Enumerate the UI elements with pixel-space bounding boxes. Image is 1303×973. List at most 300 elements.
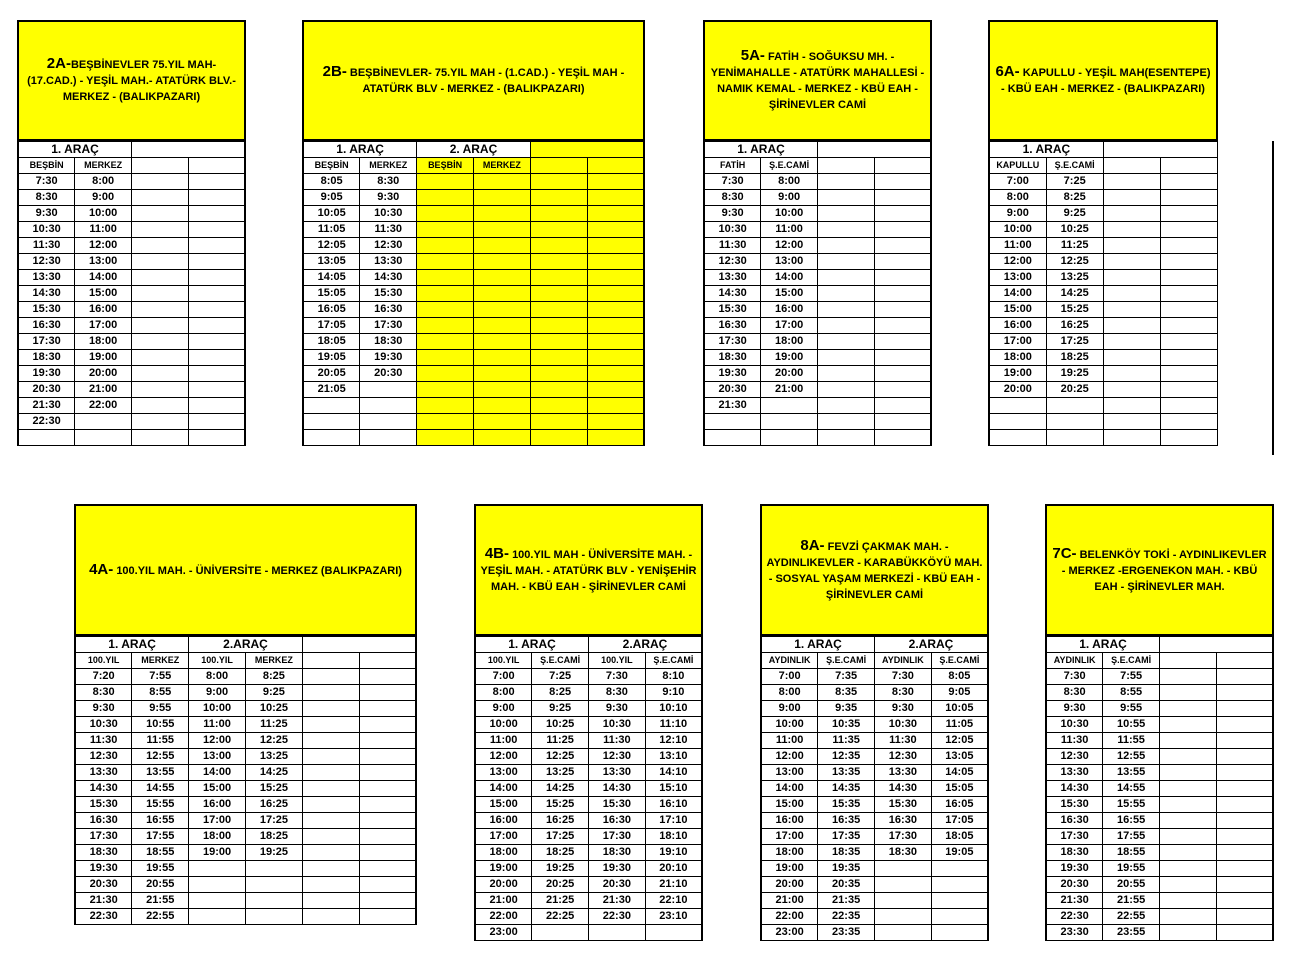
time-cell: 20:05 [303,366,360,382]
time-cell [132,382,189,398]
table-row [475,909,702,925]
table-row [761,781,988,797]
time-cell: 18:25 [1046,350,1103,366]
time-cell [1160,701,1217,717]
time-cell [1046,414,1103,430]
time-cell [1103,398,1160,414]
time-cell: 11:25 [1046,238,1103,254]
time-cell [530,350,587,366]
vehicle-group-row [18,142,245,158]
table-row [475,781,702,797]
time-cell: 12:05 [303,238,360,254]
time-cell [874,382,931,398]
time-cell [417,206,474,222]
time-cell [818,382,875,398]
column-header: AYDINLIK [875,653,932,669]
route-description: FEVZİ ÇAKMAK MAH. - AYDINLIKEVLER - KARABÜKKÖYÜ MAH. - SOSYAL YAŞAM MERKEZİ - KBÜ EAH - ŞİRİNEVLER CAMİ [766,540,983,601]
table-row [75,717,416,733]
time-cell: 9:35 [818,701,875,717]
column-header: MERKEZ [473,158,530,174]
time-cell: 15:00 [189,781,246,797]
time-cell [359,845,416,861]
table-row [18,414,245,430]
time-cell: 16:10 [645,797,702,813]
column-header: Ş.E.CAMİ [931,653,988,669]
table-row [989,222,1218,238]
table-row [989,398,1218,414]
time-cell: 17:30 [75,829,132,845]
table-row [761,717,988,733]
time-cell [302,893,359,909]
time-cell [417,430,474,446]
time-cell [188,366,245,382]
time-cell: 17:30 [18,334,75,350]
time-cell: 14:30 [18,286,75,302]
time-cell [302,685,359,701]
table-row [18,206,245,222]
time-cell [132,238,189,254]
time-cell [1216,765,1273,781]
table-row [704,174,931,190]
time-cell: 13:30 [75,765,132,781]
time-cell: 11:30 [704,238,761,254]
time-cell: 16:25 [532,813,589,829]
table-row [303,382,644,398]
time-cell: 13:05 [931,749,988,765]
table-row [704,398,931,414]
time-cell: 21:30 [704,398,761,414]
time-cell: 19:05 [931,845,988,861]
table-row [704,254,931,270]
time-cell [874,414,931,430]
time-cell [359,829,416,845]
time-cell: 10:30 [704,222,761,238]
time-cell [359,701,416,717]
time-cell: 16:25 [1046,318,1103,334]
time-cell: 20:30 [75,877,132,893]
time-cell: 22:30 [75,909,132,925]
time-cell [1103,254,1160,270]
time-cell: 22:25 [532,909,589,925]
table-row [989,430,1218,446]
table-row [704,350,931,366]
table-row [1046,845,1273,861]
table-row [1046,909,1273,925]
time-cell [875,925,932,941]
time-cell [189,861,246,877]
time-cell [1103,366,1160,382]
table-row [761,733,988,749]
time-cell: 12:55 [132,749,189,765]
time-cell: 11:05 [303,222,360,238]
time-cell: 10:25 [1046,222,1103,238]
time-cell [587,238,644,254]
time-cell [530,414,587,430]
time-cell [587,334,644,350]
time-cell [1103,334,1160,350]
table-row [303,318,644,334]
time-cell [874,398,931,414]
time-cell [132,318,189,334]
time-cell: 15:35 [818,797,875,813]
time-cell [417,350,474,366]
time-cell: 11:30 [75,733,132,749]
table-row [989,318,1218,334]
time-cell [530,286,587,302]
time-cell [1216,685,1273,701]
time-cell: 16:55 [1103,813,1160,829]
time-cell [302,797,359,813]
time-cell: 9:05 [303,190,360,206]
time-cell: 19:35 [818,861,875,877]
time-cell: 11:10 [645,717,702,733]
time-cell [1160,765,1217,781]
time-cell: 15:30 [18,302,75,318]
time-cell [473,430,530,446]
time-cell: 10:25 [245,701,302,717]
vehicle-group-label: 1. ARAÇ [75,637,189,653]
column-header-row [989,158,1218,174]
time-cell: 15:55 [132,797,189,813]
time-cell: 22:30 [1046,909,1103,925]
time-cell [530,270,587,286]
time-cell [302,877,359,893]
table-row [704,302,931,318]
time-cell: 18:25 [532,845,589,861]
time-cell [1160,781,1217,797]
time-cell: 16:30 [18,318,75,334]
column-header-row [1046,653,1273,669]
time-cell [875,893,932,909]
time-cell: 11:30 [1046,733,1103,749]
time-cell [1160,893,1217,909]
time-cell [359,781,416,797]
column-header [132,158,189,174]
time-cell: 7:30 [1046,669,1103,685]
time-cell: 19:30 [589,861,646,877]
schedule-table [474,636,703,941]
time-cell: 8:25 [532,685,589,701]
table-row [475,717,702,733]
time-cell: 18:55 [132,845,189,861]
vehicle-group-label: 2. ARAÇ [417,142,531,158]
time-cell [931,861,988,877]
column-header [1103,158,1160,174]
time-cell: 12:00 [761,238,818,254]
time-cell: 7:25 [532,669,589,685]
time-cell [302,733,359,749]
time-cell [875,861,932,877]
time-cell: 18:00 [189,829,246,845]
time-cell: 23:00 [761,925,818,941]
time-cell [1216,909,1273,925]
route-code: 8A- [800,536,825,554]
time-cell: 12:00 [761,749,818,765]
time-cell [473,206,530,222]
column-header: KAPULLU [989,158,1046,174]
time-cell [587,318,644,334]
time-cell: 14:30 [589,781,646,797]
time-cell: 10:55 [1103,717,1160,733]
time-cell [303,430,360,446]
time-cell: 7:30 [589,669,646,685]
time-cell: 9:30 [589,701,646,717]
time-cell [818,238,875,254]
time-cell [931,909,988,925]
table-row [303,174,644,190]
time-cell [1160,414,1217,430]
time-cell: 13:25 [1046,270,1103,286]
time-cell [18,430,75,446]
column-header: BEŞBİN [18,158,75,174]
time-cell [530,430,587,446]
table-row [704,334,931,350]
time-cell [931,877,988,893]
time-cell [931,925,988,941]
time-cell: 8:55 [1103,685,1160,701]
time-cell: 11:00 [189,717,246,733]
column-header [1216,653,1273,669]
table-row [761,765,988,781]
time-cell [359,877,416,893]
vehicle-group-row [761,637,988,653]
route-header [17,20,246,141]
time-cell [132,174,189,190]
time-cell: 13:30 [704,270,761,286]
time-cell [132,254,189,270]
time-cell [417,366,474,382]
time-cell [1160,877,1217,893]
time-cell [132,206,189,222]
table-row [1046,861,1273,877]
table-row [75,845,416,861]
time-cell [874,174,931,190]
time-cell [75,414,132,430]
table-row [75,877,416,893]
route-header [1045,504,1274,636]
time-cell: 13:30 [1046,765,1103,781]
time-cell [1160,797,1217,813]
time-cell: 16:30 [75,813,132,829]
column-header: AYDINLIK [1046,653,1103,669]
table-row [1046,733,1273,749]
time-cell: 19:30 [18,366,75,382]
time-cell [1103,190,1160,206]
time-cell: 8:05 [931,669,988,685]
time-cell [473,350,530,366]
table-row [989,366,1218,382]
time-cell: 19:00 [189,845,246,861]
vehicle-group-row [989,142,1218,158]
route-code: 4A- [89,560,114,578]
table-row [1046,749,1273,765]
route-description: 100.YIL MAH - ÜNİVERSİTE MAH. - YEŞİL MAH. - ATATÜRK BLV - YENİŞEHİR MAH. - KBÜ EAH - ŞİRİNEVLER CAMİ [480,548,697,593]
table-row [75,781,416,797]
time-cell: 11:55 [1103,733,1160,749]
time-cell [473,286,530,302]
time-cell [1160,733,1217,749]
time-cell: 19:55 [1103,861,1160,877]
time-cell: 12:30 [360,238,417,254]
table-row [1046,797,1273,813]
time-cell [359,749,416,765]
time-cell [188,238,245,254]
column-header-row [761,653,988,669]
time-cell: 14:25 [245,765,302,781]
table-row [761,813,988,829]
time-cell: 13:35 [818,765,875,781]
table-row [1046,717,1273,733]
time-cell [473,366,530,382]
table-row [1046,813,1273,829]
time-cell [530,238,587,254]
time-cell [1160,398,1217,414]
time-cell: 8:00 [761,174,818,190]
time-cell: 17:30 [360,318,417,334]
time-cell: 11:00 [75,222,132,238]
time-cell [530,254,587,270]
table-row [761,797,988,813]
time-cell [818,286,875,302]
time-cell [1216,669,1273,685]
table-row [303,190,644,206]
table-row [475,685,702,701]
time-cell [818,206,875,222]
time-cell: 13:00 [761,254,818,270]
time-cell: 22:55 [132,909,189,925]
table-row [18,238,245,254]
time-cell: 10:00 [989,222,1046,238]
time-cell [359,909,416,925]
time-cell [874,238,931,254]
time-cell: 21:30 [1046,893,1103,909]
time-cell: 9:30 [704,206,761,222]
time-cell [989,414,1046,430]
column-header: AYDINLIK [761,653,818,669]
time-cell [1160,174,1217,190]
time-cell [359,765,416,781]
route-header [74,504,417,636]
time-cell: 11:00 [761,222,818,238]
time-cell [359,893,416,909]
time-cell [1046,430,1103,446]
time-cell [1160,430,1217,446]
time-cell [132,222,189,238]
time-cell: 18:30 [704,350,761,366]
time-cell: 10:25 [532,717,589,733]
time-cell [874,286,931,302]
time-cell [818,430,875,446]
time-cell [132,398,189,414]
time-cell [188,430,245,446]
time-cell: 18:30 [360,334,417,350]
table-row [989,238,1218,254]
time-cell: 15:30 [704,302,761,318]
time-cell: 15:25 [532,797,589,813]
time-cell: 14:30 [875,781,932,797]
time-cell: 7:00 [989,174,1046,190]
column-header: Ş.E.CAMİ [1103,653,1160,669]
table-row [18,430,245,446]
column-header [1160,158,1217,174]
time-cell [818,414,875,430]
time-cell [359,685,416,701]
time-cell: 15:00 [475,797,532,813]
time-cell: 14:30 [1046,781,1103,797]
column-header: Ş.E.CAMİ [532,653,589,669]
time-cell [360,398,417,414]
time-cell: 19:25 [532,861,589,877]
route-description: BELENKÖY TOKİ - AYDINLIKEVLER - MERKEZ -ERGENEKON MAH. - KBÜ EAH - ŞİRİNEVLER MAH. [1061,548,1267,593]
time-cell: 17:25 [532,829,589,845]
time-cell: 14:55 [132,781,189,797]
time-cell [1160,190,1217,206]
schedule-table [74,636,417,925]
time-cell [1160,925,1217,941]
time-cell: 15:30 [589,797,646,813]
time-cell: 18:10 [645,829,702,845]
table-row [1046,877,1273,893]
time-cell: 16:00 [75,302,132,318]
time-cell: 14:10 [645,765,702,781]
time-cell [245,877,302,893]
column-header [530,158,587,174]
time-cell [874,318,931,334]
time-cell [1160,238,1217,254]
time-cell [302,765,359,781]
schedule-table [302,141,645,446]
time-cell: 12:35 [818,749,875,765]
table-row [1046,781,1273,797]
time-cell [188,174,245,190]
time-cell [473,382,530,398]
time-cell: 15:05 [931,781,988,797]
time-cell: 14:05 [303,270,360,286]
table-row [303,206,644,222]
time-cell: 20:55 [1103,877,1160,893]
time-cell [874,334,931,350]
time-cell: 21:25 [532,893,589,909]
time-cell [473,222,530,238]
time-cell [530,382,587,398]
time-cell: 8:30 [589,685,646,701]
time-cell: 23:55 [1103,925,1160,941]
vehicle-group-label: 1. ARAÇ [704,142,818,158]
time-cell [1160,669,1217,685]
table-row [303,350,644,366]
time-cell [587,398,644,414]
time-cell [1216,781,1273,797]
column-header [1160,653,1217,669]
time-cell: 12:00 [475,749,532,765]
time-cell [1160,382,1217,398]
time-cell [188,414,245,430]
time-cell: 20:30 [360,366,417,382]
time-cell: 12:25 [1046,254,1103,270]
time-cell: 11:30 [18,238,75,254]
time-cell: 15:10 [645,781,702,797]
time-cell: 19:30 [704,366,761,382]
table-row [75,669,416,685]
time-cell: 20:00 [761,366,818,382]
time-cell: 10:30 [360,206,417,222]
column-header-row [18,158,245,174]
time-cell: 13:30 [589,765,646,781]
time-cell [1103,318,1160,334]
time-cell [818,318,875,334]
time-cell [1103,414,1160,430]
table-row [761,893,988,909]
